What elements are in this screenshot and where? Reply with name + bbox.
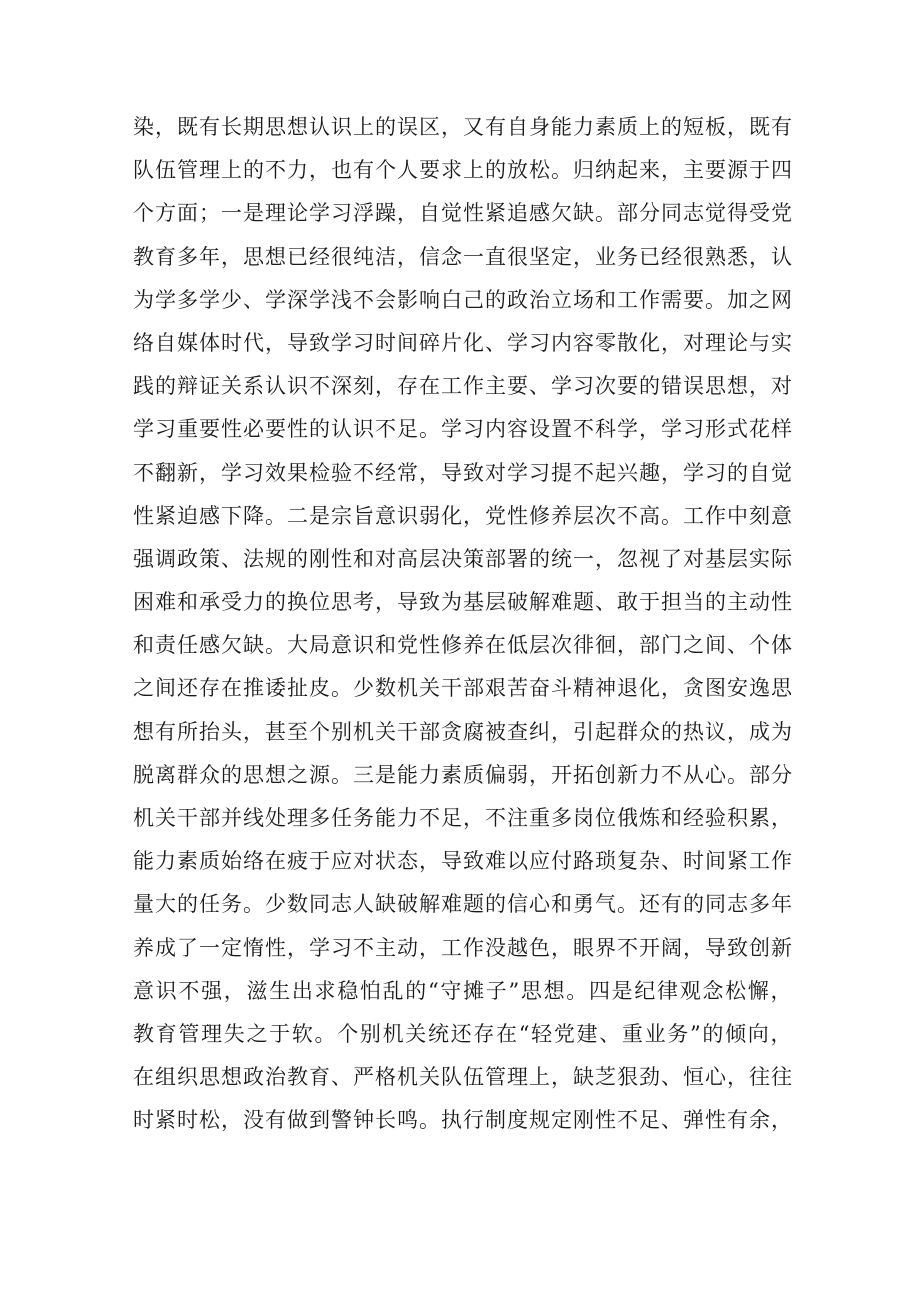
text-line: 困难和承受力的换位思考，导致为基层破解难题、敢于担当的主动性 bbox=[133, 590, 793, 615]
body-paragraph bbox=[133, 106, 793, 1143]
text-line: 在组织思想政治教育、严格机关队伍管理上，缺芝狠劲、恒心，往往 bbox=[133, 1065, 793, 1090]
text-line: 量大的任务。少数同志人缺破解难题的信心和勇气。还有的同志多年 bbox=[133, 892, 793, 917]
text-line: 践的辩证关系认识不深刻，存在工作主要、学习次要的错误思想，对 bbox=[133, 374, 793, 399]
text-line: 和责任感欠缺。大局意识和党性修养在低层次徘徊，部门之间、个体 bbox=[133, 633, 793, 658]
text-line: 能力素质始络在疲于应对状态，导致难以应付路琐复杂、时间紧工作 bbox=[133, 849, 793, 874]
text-line: 络自媒体时代，导致学习时间碎片化、学习内容零散化，对理论与实 bbox=[133, 330, 793, 355]
text-line: 个方面；一是理论学习浮躁，自觉性紧追感欠缺。部分同志觉得受党 bbox=[133, 201, 793, 226]
text-line: 想有所抬头，甚至个别机关干部贪腐被查纠，引起群众的热议，成为 bbox=[133, 719, 793, 744]
text-line: 学习重要性必要性的认识不足。学习内容设置不科学，学习形式花样 bbox=[133, 417, 793, 442]
text-line: 性紧迫感下降。二是宗旨意识弱化，党性修养层次不高。工作中刻意 bbox=[133, 503, 793, 528]
text-line: 脱离群众的思想之源。三是能力素质偏弱，开拓创新力不从心。部分 bbox=[133, 762, 793, 787]
text-line: 不翻新，学习效果检验不经常，导致对学习提不起兴趣，学习的自觉 bbox=[133, 460, 793, 485]
text-line: 教育管理失之于软。个别机关统还存在“轻党建、重业务”的倾向， bbox=[133, 1021, 793, 1046]
text-line: 时紧时松，没有做到警钟长鸣。执行制度规定刚性不足、弹性有余， bbox=[133, 1108, 793, 1133]
text-line: 强调政策、法规的刚性和对高层决策部署的统一，忽视了对基层实际 bbox=[133, 546, 793, 571]
text-line: 之间还存在推诿扯皮。少数机关干部艰苦奋斗精神退化，贪图安逸思 bbox=[133, 676, 793, 701]
text-line: 机关干部并线处理多任务能力不足，不注重多岗位俄炼和经验积累， bbox=[133, 806, 793, 830]
text-line: 意识不强，滋生出求稳怕乱的“守摊子”思想。四是纪律观念松懈， bbox=[133, 978, 793, 1003]
text-line: 为学多学少、学深学浅不会影响白己的政治立场和工作需要。加之网 bbox=[133, 287, 793, 312]
text-line: 染，既有长期思想认识上的误区，又有自身能力素质上的短板，既有 bbox=[133, 115, 793, 139]
text-line: 教育多年，思想已经很纯洁，信念一直很坚定，业务已经很熟悉，认 bbox=[133, 244, 793, 269]
text-line: 养成了一定惰性，学习不主动，工作没越色，眼界不开阔，导致创新 bbox=[133, 935, 793, 960]
text-line: 队伍管理上的不力，也有个人要求上的放松。归纳起来，主要源于四 bbox=[133, 158, 793, 183]
